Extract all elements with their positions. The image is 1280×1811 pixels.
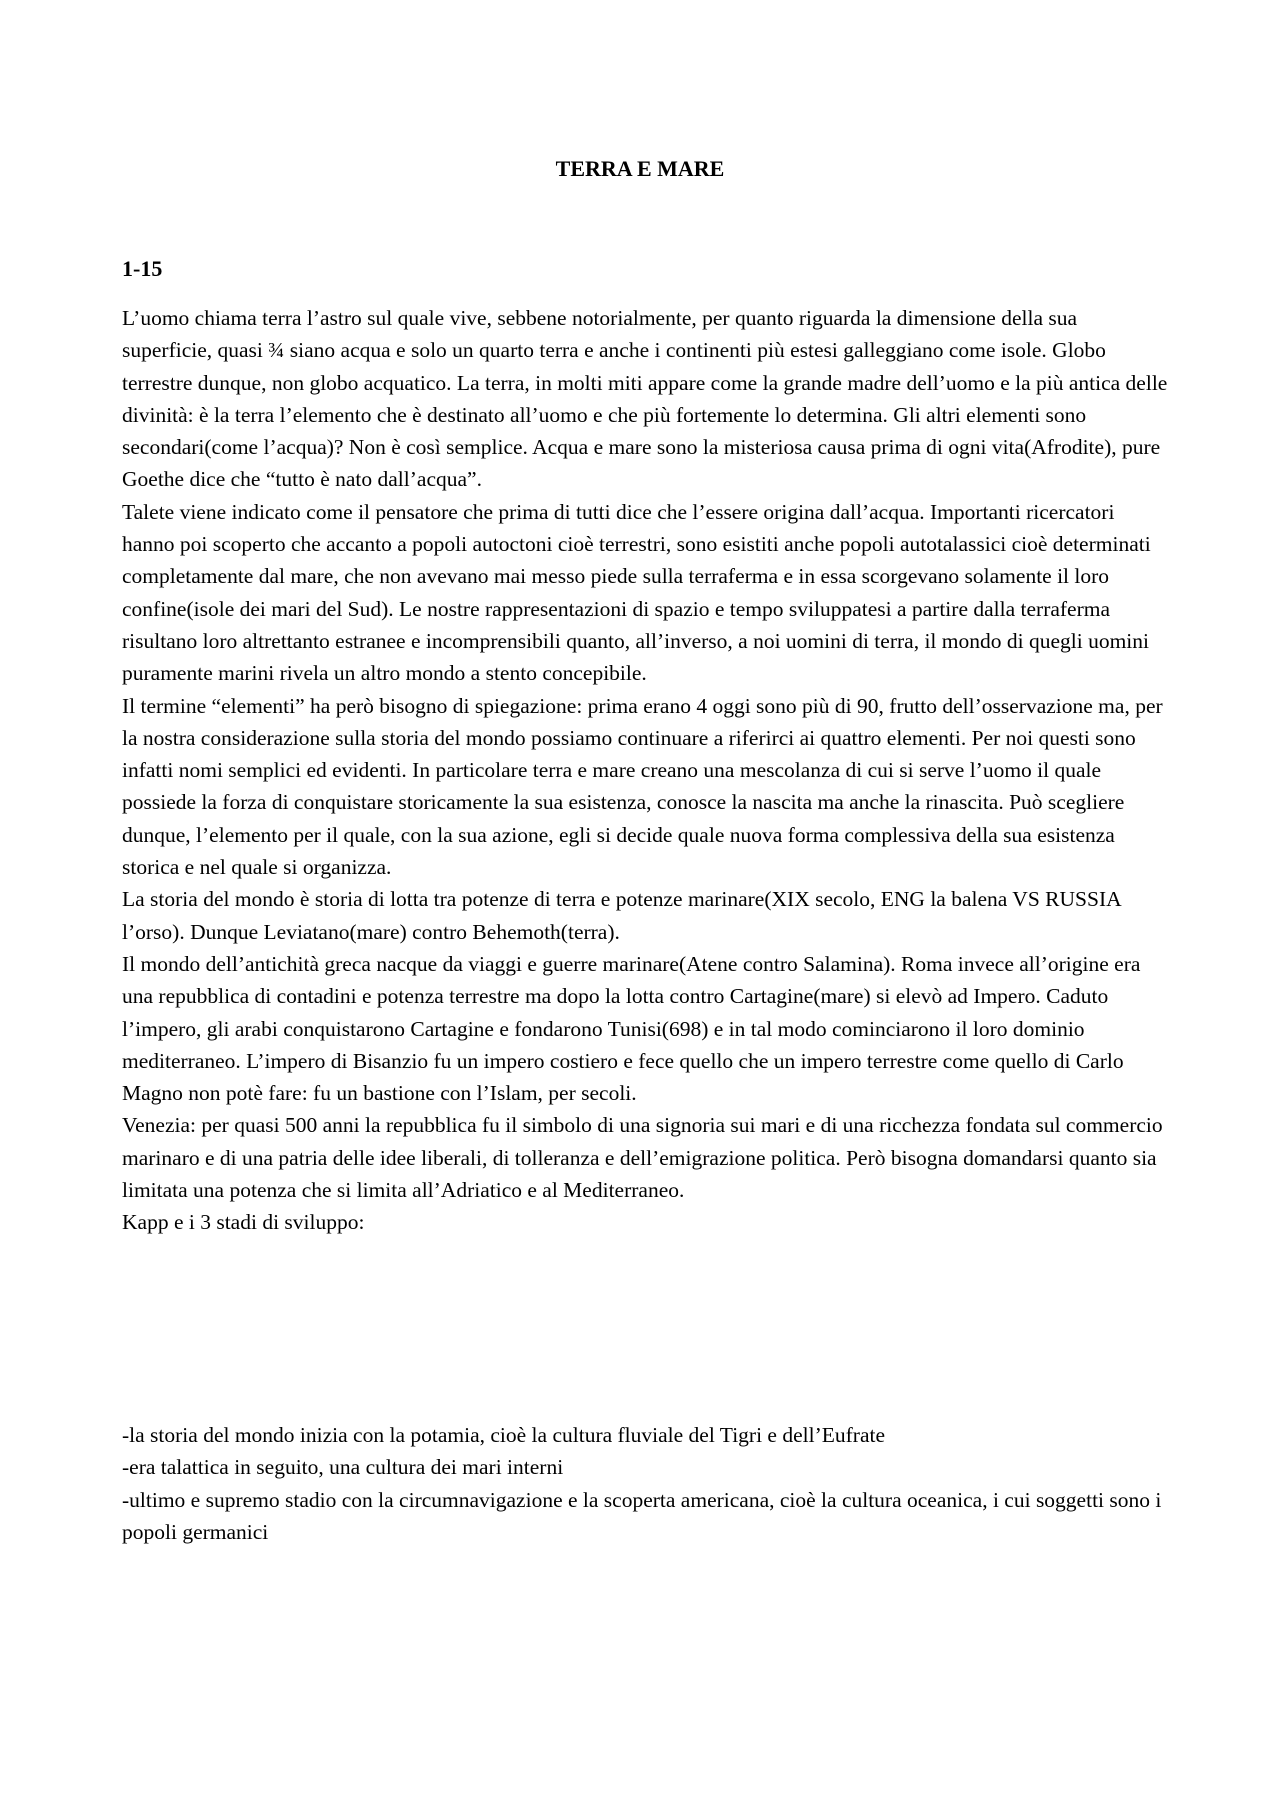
list-item: -la storia del mondo inizia con la potamia, cioè la cultura fluviale del Tigri e dell’Eufrate: [122, 1423, 885, 1447]
section-heading: 1-15: [122, 256, 163, 281]
paragraph: Il mondo dell’antichità greca nacque da viaggi e guerre marinare(Atene contro Salamina). Roma invece all’origine era una repubblica di contadini e potenza terrestre ma dopo la lotta contro Cartagine(mare) si elevò ad Impero. Caduto l’impero, gli arabi conquistarono Cartagine e fondarono Tunisi(698) e in tal modo cominciarono il loro dominio mediterraneo. L’impero di Bisanzio fu un impero costiero e fece quello che un impero terrestre come quello di Carlo Magno non potè fare: fu un bastione con l’Islam, per secoli.: [122, 951, 1141, 1106]
paragraph: Kapp e i 3 stadi di sviluppo:: [122, 1210, 365, 1235]
body-text: [122, 302, 1172, 1239]
stages-list: [122, 1419, 1172, 1548]
paragraph: La storia del mondo è storia di lotta tra potenze di terra e potenze marinare(XIX secolo, ENG la balena VS RUSSIA l’orso). Dunque Leviatano(mare) contro Behemoth(terra).: [122, 887, 1121, 944]
paragraph: L’uomo chiama terra l’astro sul quale vive, sebbene notorialmente, per quanto riguarda la dimensione della sua superficie, quasi ¾ siano acqua e solo un quarto terra e anche i continenti più estesi galleggiano come isole. Globo terrestre dunque, non globo acquatico. La terra, in molti miti appare come la grande madre dell’uomo e la più antica delle divinità: è la terra l’elemento che è destinato all’uomo e che più fortemente lo determina. Gli altri elementi sono secondari(come l’acqua)? Non è così semplice. Acqua e mare sono la misteriosa causa prima di ogni vita(Afrodite), pure Goethe dice che “tutto è nato dall’acqua”.: [122, 306, 1168, 492]
paragraph: Talete viene indicato come il pensatore che prima di tutti dice che l’essere origina dall’acqua. Importanti ricercatori hanno poi scoperto che accanto a popoli autoctoni cioè terrestri, sono esistiti anche popoli autotalassici cioè determinati completamente dal mare, che non avevano mai messo piede sulla terraferma e in essa scorgevano solamente il loro confine(isole dei mari del Sud). Le nostre rappresentazioni di spazio e tempo sviluppatesi a partire dalla terraferma risultano loro altrettanto estranee e incomprensibili quanto, all’inverso, a noi uomini di terra, il mondo di quegli uomini puramente marini rivela un altro mondo a stento concepibile.: [122, 499, 1151, 686]
document-title: TERRA E MARE: [555, 156, 725, 181]
list-item: -ultimo e supremo stadio con la circumnavigazione e la scoperta americana, cioè la cultura oceanica, i cui soggetti sono i popoli germanici: [122, 1487, 1162, 1544]
paragraph: Il termine “elementi” ha però bisogno di spiegazione: prima erano 4 oggi sono più di 90, frutto dell’osservazione ma, per la nostra considerazione sulla storia del mondo possiamo continuare a riferirci ai quattro elementi. Per noi questi sono infatti nomi semplici ed evidenti. In particolare terra e mare creano una mescolanza di cui si serve l’uomo il quale possiede la forza di conquistare storicamente la sua esistenza, conosce la nascita ma anche la rinascita. Può scegliere dunque, l’elemento per il quale, con la sua azione, egli si decide quale nuova forma complessiva della sua esistenza storica e nel quale si organizza.: [122, 693, 1163, 880]
paragraph: Venezia: per quasi 500 anni la repubblica fu il simbolo di una signoria sui mari e di una ricchezza fondata sul commercio marinaro e di una patria delle idee liberali, di tolleranza e dell’emigrazione politica. Però bisogna domandarsi quanto sia limitata una potenza che si limita all’Adriatico e al Mediterraneo.: [122, 1113, 1163, 1203]
list-item: -era talattica in seguito, una cultura dei mari interni: [122, 1455, 564, 1480]
